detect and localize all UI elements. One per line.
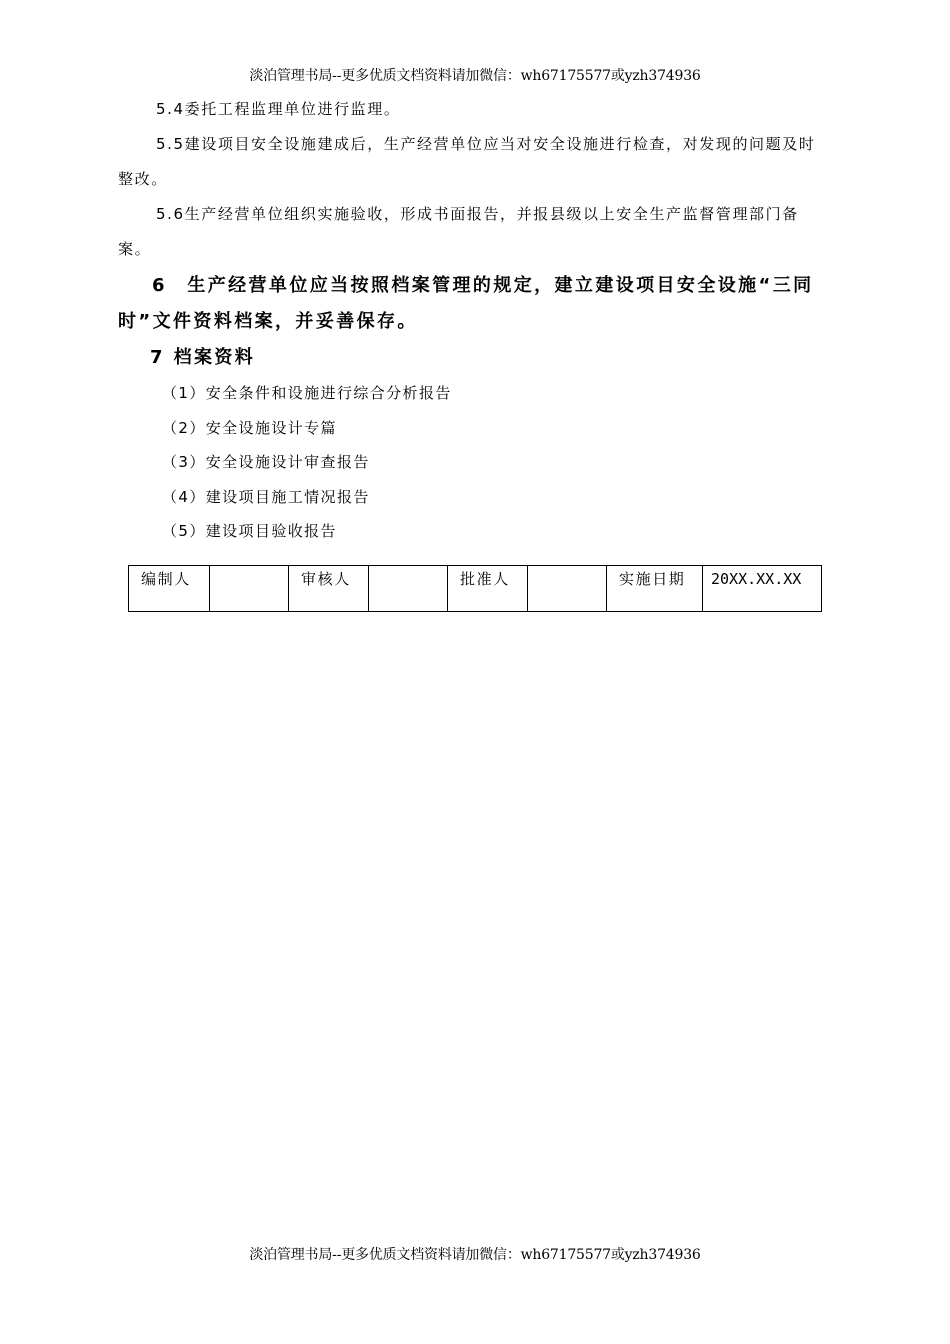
approver-value — [528, 566, 607, 612]
table-row — [129, 566, 822, 612]
list-item: （1）安全条件和设施进行综合分析报告 — [162, 384, 452, 402]
list-item: （2）安全设施设计专篇 — [162, 418, 337, 437]
date-value: 20XX.XX.XX — [703, 566, 822, 612]
list-item: （5）建设项目验收报告 — [162, 522, 337, 540]
compiler-value — [210, 566, 289, 612]
list-item: （3）安全设施设计审查报告 — [162, 453, 370, 471]
section-6-heading: 6 生产经营单位应当按照档案管理的规定，建立建设项目安全设施“三同时”文件资料档案，并妥善保存。 — [118, 275, 814, 332]
section-7-heading: 7 档案资料 — [150, 347, 256, 368]
signature-table — [128, 565, 822, 612]
clause-5-6: 5.6生产经营单位组织实施验收，形成书面报告，并报县级以上安全生产监督管理部门备案。 — [118, 205, 799, 258]
date-label: 实施日期 — [607, 566, 703, 612]
document-body — [118, 92, 832, 549]
approver-label: 批准人 — [448, 566, 528, 612]
compiler-label: 编制人 — [129, 566, 210, 612]
page-header: 淡泊管理书局--更多优质文档资料请加微信：wh67175577或yzh374936 — [249, 68, 701, 84]
clause-5-5: 5.5建设项目安全设施建成后，生产经营单位应当对安全设施进行检查，对发现的问题及时整改。 — [118, 135, 816, 188]
clause-5-4: 5.4委托工程监理单位进行监理。 — [156, 100, 401, 118]
archive-list — [118, 376, 832, 549]
reviewer-label: 审核人 — [289, 566, 369, 612]
page-footer: 淡泊管理书局--更多优质文档资料请加微信：wh67175577或yzh374936 — [249, 1247, 701, 1263]
list-item: （4）建设项目施工情况报告 — [162, 487, 370, 506]
reviewer-value — [369, 566, 448, 612]
